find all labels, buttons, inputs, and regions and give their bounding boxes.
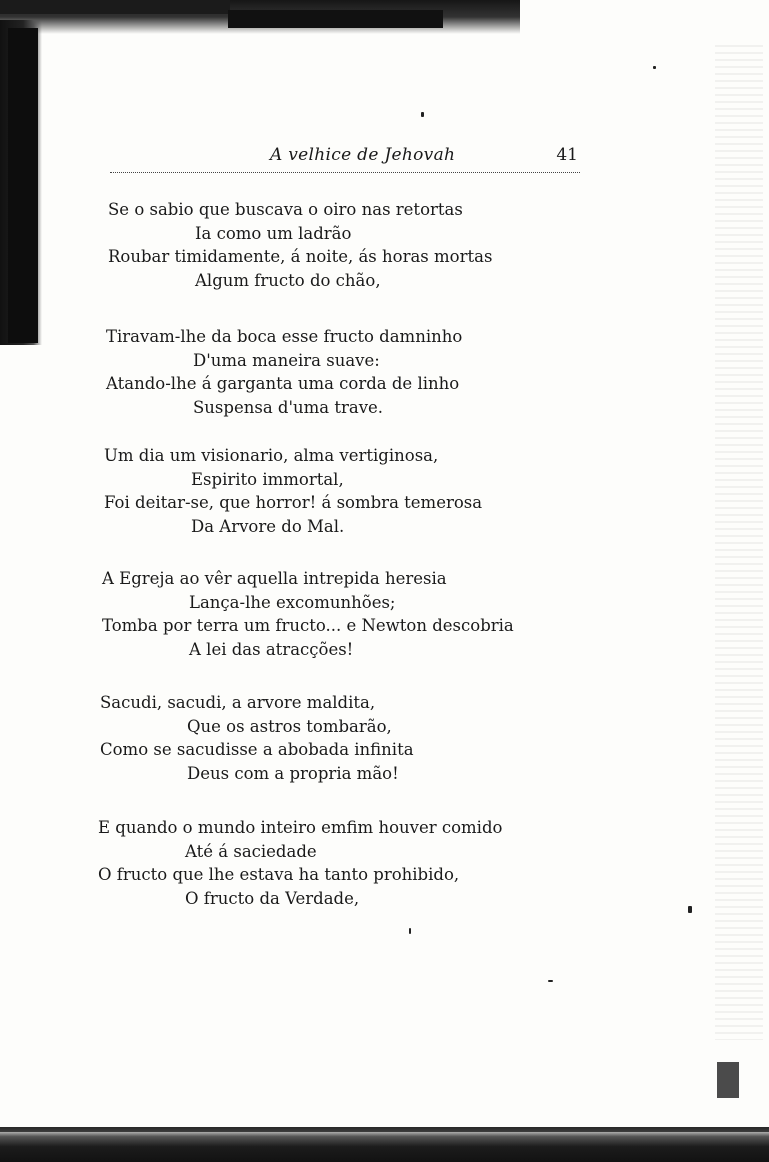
verse-line: D'uma maneira suave: (193, 350, 380, 370)
stanza-3 (104, 444, 482, 538)
stanza-5 (100, 691, 414, 785)
verse-line: Atando-lhe á garganta uma corda de linho (106, 374, 460, 393)
verse-line: Até á saciedade (185, 841, 317, 861)
verse-line: Espirito immortal, (191, 469, 344, 489)
verse-line: Deus com a propria mão! (187, 763, 399, 783)
verse-line: A Egreja ao vêr aquella intrepida heresia (102, 569, 447, 588)
verse-line: Roubar timidamente, á noite, ás horas mortas (108, 247, 493, 266)
stanza-4 (102, 567, 514, 661)
verse-line: Que os astros tombarão, (187, 716, 392, 736)
verse-line: Tomba por terra um fructo... e Newton descobria (102, 616, 514, 635)
verse-line: Algum fructo do chão, (195, 270, 381, 290)
verse-line: Se o sabio que buscava o oiro nas retortas (108, 200, 463, 219)
verse-line: Tiravam-lhe da boca esse fructo damninho (106, 327, 463, 346)
verse-line: Sacudi, sacudi, a arvore maldita, (100, 693, 376, 712)
verse-line: Suspensa d'uma trave. (193, 397, 384, 417)
stanza-6 (98, 816, 502, 910)
running-title: A velhice de Jehovah (270, 145, 456, 165)
verse-line: Ia como um ladrão (195, 223, 352, 243)
verse-line: A lei das atracções! (189, 639, 354, 659)
verse-line: O fructo da Verdade, (185, 888, 360, 908)
stanza-2 (106, 325, 462, 419)
verse-line: Como se sacudisse a abobada infinita (100, 740, 414, 759)
verse-line: Lança-lhe excomunhões; (189, 592, 396, 612)
stanza-1 (108, 198, 492, 292)
verse-line: Foi deitar-se, que horror! á sombra temerosa (104, 493, 483, 512)
page-number: 41 (556, 145, 578, 165)
verse-line: Um dia um visionario, alma vertiginosa, (104, 446, 439, 465)
verse-line: O fructo que lhe estava ha tanto prohibido, (98, 865, 460, 884)
verse-line: Da Arvore do Mal. (191, 516, 345, 536)
verse-line: E quando o mundo inteiro emfim houver comido (98, 818, 503, 837)
